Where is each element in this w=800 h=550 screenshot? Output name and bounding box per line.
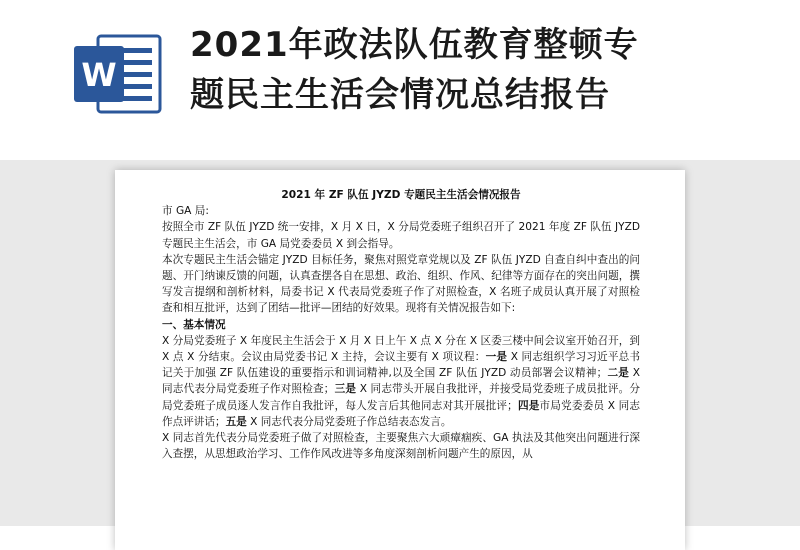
document-body — [162, 187, 640, 462]
paragraph-2: 本次专题民主生活会锚定 JYZD 目标任务，聚焦对照党章党规以及 ZF 队伍 JYZD 自查自纠中查出的问题、开门纳谏反馈的问题，认真查摆各自在思想、政治、组织、作风、纪律等方面存在的突出问题，撰写发言提纲和剖析材料，局委书记 X 代表局党委班子作了对照检查，X 名班子成员认真开展了对照检查和相互批评，达到了团结—批评—团结的好效果。现将有关情况报告如下: — [162, 253, 640, 315]
document-title: 2021 年 ZF 队伍 JYZD 专题民主生活会情况报告 — [281, 189, 521, 201]
section-heading-1: 一、基本情况 — [162, 318, 226, 331]
paragraph-3 — [162, 333, 640, 430]
header — [0, 0, 800, 160]
salutation: 市 GA 局: — [162, 205, 209, 218]
agenda-item-2: X 同志代表分局党委班子作对照检查； — [162, 367, 641, 396]
agenda-item-3: X 同志带头开展自我批评，并接受局党委班子成员批评。分局党委班子成员逐人发言作自我批评，每人发言后其他同志对其开展批评； — [162, 383, 640, 412]
paragraph-4: X 同志首先代表分局党委班子做了对照检查，主要聚焦六大顽瘴痼疾、GA 执法及其他突出问题进行深入查摆，从思想政治学习、工作作风改进等多角度深刻剖析问题产生的原因，从 — [162, 432, 640, 461]
agenda-intro: X 分局党委班子 X 年度民主生活会于 X 月 X 日上午 X 点 X 分在 X 区委三楼中间会议室开始召开，到 X 点 X 分结束。会议由局党委书记 X 主持，会议主要有 X 项议程： — [162, 334, 640, 364]
agenda-item-5: X 同志代表分局党委班子作总结表态发言。 — [246, 415, 452, 428]
agenda-marker-5: 五是 — [225, 415, 247, 428]
page-title — [190, 20, 790, 120]
title-line-2: 题民主生活会情况总结报告 — [190, 75, 610, 115]
title-line-1: 2021年政法队伍教育整顿专 — [190, 25, 639, 65]
document-page — [115, 170, 685, 550]
paragraph-1: 按照全市 ZF 队伍 JYZD 统一安排，X 月 X 日，X 分局党委班子组织召开了 2021 年度 ZF 队伍 JYZD 专题民主生活会，市 GA 局党委委员 X 到会指导。 — [162, 221, 640, 250]
svg-text:W: W — [81, 56, 117, 94]
agenda-marker-2: 二是 — [607, 367, 630, 380]
agenda-item-4: 市局党委委员 X 同志作点评讲话； — [162, 399, 640, 428]
agenda-marker-4: 四是 — [517, 399, 540, 412]
agenda-marker-3: 三是 — [334, 383, 357, 396]
word-document-icon — [72, 34, 164, 114]
agenda-marker-1: 一是 — [485, 351, 508, 364]
agenda-item-1: X 同志组织学习习近平总书记关于加强 ZF 队伍建设的重要指示和训词精神,以及全国 ZF 队伍 JYZD 动员部署会议精神； — [162, 351, 640, 380]
